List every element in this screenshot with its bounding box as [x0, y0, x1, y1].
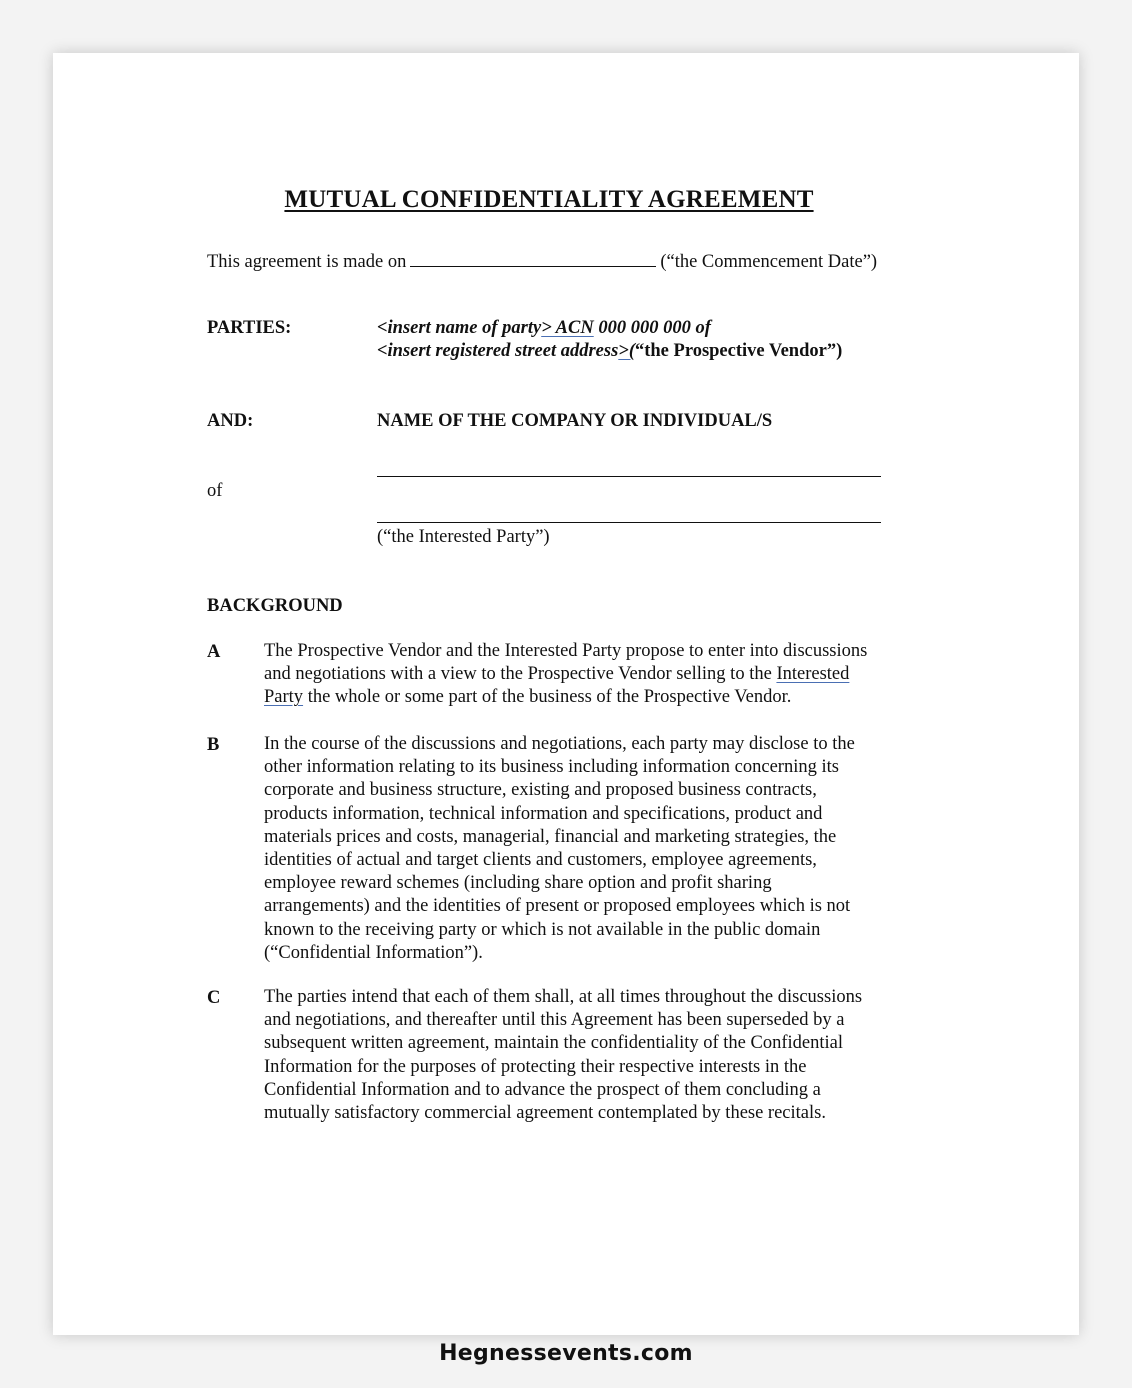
recital-line: Confidential Information and to advance the prospect of them concluding a: [264, 1079, 821, 1100]
recital-line: materials prices and costs, managerial, financial and marketing strategies, the: [264, 826, 837, 847]
recital-a-text: [264, 640, 894, 710]
proofing-flagged-text: Interested: [776, 664, 850, 685]
recital-line: The parties intend that each of them shall, at all times throughout the discussions: [264, 987, 863, 1007]
recital-line: [264, 663, 894, 686]
prospective-vendor-label: “the Prospective Vendor”): [634, 341, 843, 361]
proofing-flagged-text: Party: [264, 687, 304, 708]
address-bracket: >(: [618, 341, 635, 361]
date-blank-field[interactable]: [410, 248, 656, 267]
address-placeholder: <insert registered street address: [377, 341, 619, 361]
intro-suffix: (“the Commencement Date”): [660, 252, 878, 272]
recital-line: products information, technical information and specifications, product and: [264, 803, 823, 824]
of-label: of: [207, 481, 223, 501]
recital-c-text: [264, 986, 894, 1125]
party-name-placeholder: <insert name of party: [377, 318, 542, 338]
company-name-blank-line[interactable]: [377, 476, 881, 477]
intro-prefix: This agreement is made on: [207, 252, 407, 272]
recital-line: Information for the purposes of protecting their respective interests in the: [264, 1056, 807, 1077]
recital-line: corporate and business structure, existing and proposed business contracts,: [264, 780, 817, 801]
background-heading: BACKGROUND: [207, 596, 343, 616]
recital-line: (“Confidential Information”).: [264, 942, 483, 963]
and-label: AND:: [207, 411, 254, 431]
recital-line: [264, 686, 894, 709]
recital-line: subsequent written agreement, maintain the confidentiality of the Confidential: [264, 1033, 843, 1054]
site-watermark: Hegnessevents.com: [439, 1341, 693, 1366]
recital-line-part: Party the whole or some part of the business of the Prospective Vendor.: [264, 687, 792, 708]
address-blank-line[interactable]: [377, 522, 881, 523]
acn-label: > ACN: [541, 318, 594, 338]
intro-line: [207, 248, 877, 274]
acn-number: 000 000 000 of: [593, 318, 711, 338]
recital-line: mutually satisfactory commercial agreement contemplated by these recitals.: [264, 1103, 826, 1124]
recital-line: employee reward schemes (including share option and profit sharing: [264, 873, 772, 894]
interested-party-label: (“the Interested Party”): [377, 527, 550, 547]
recital-letter-c: C: [207, 988, 221, 1008]
recital-b-text: [264, 733, 894, 965]
recital-line: other information relating to its business including information concerning its: [264, 757, 839, 778]
recital-line-part: and negotiations with a view to the Prospective Vendor selling to the Interested: [264, 664, 850, 685]
recital-line: identities of actual and target clients and customers, employee agreements,: [264, 850, 817, 871]
document-title: MUTUAL CONFIDENTIALITY AGREEMENT: [284, 186, 814, 213]
parties-label: PARTIES:: [207, 318, 292, 338]
recital-line: The Prospective Vendor and the Interested Party propose to enter into discussions: [264, 641, 868, 661]
recital-letter-b: B: [207, 735, 220, 755]
company-name-heading: NAME OF THE COMPANY OR INDIVIDUAL/S: [377, 411, 773, 431]
party-one-line-1: [377, 317, 711, 340]
recital-letter-a: A: [207, 642, 221, 662]
recital-line: In the course of the discussions and negotiations, each party may disclose to the: [264, 734, 855, 754]
party-one-line-2: [377, 340, 842, 363]
recital-line: known to the receiving party or which is not available in the public domain: [264, 919, 821, 940]
recital-line: arrangements) and the identities of present or proposed employees which is not: [264, 896, 851, 917]
recital-line: and negotiations, and thereafter until this Agreement has been superseded by a: [264, 1010, 845, 1031]
